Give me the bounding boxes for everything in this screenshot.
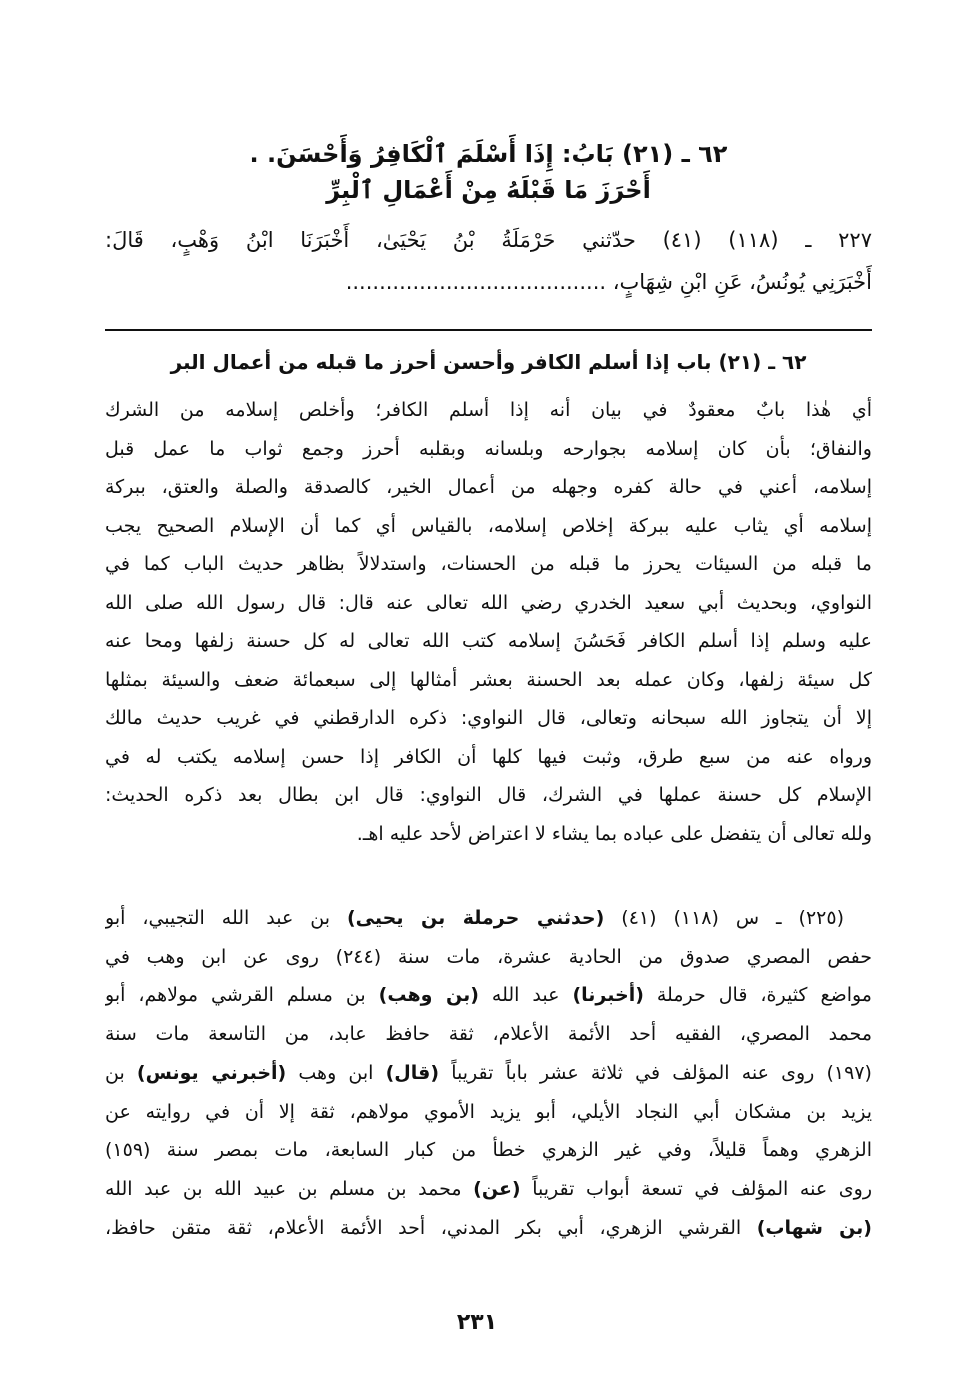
commentary-line: إسلامه أي يثاب عليه ببركة إخلاص إسلامه، بالقياس أي كما أن الإسلام الصحيح يجب — [105, 514, 872, 537]
quoted-isnad-term: (أخبرني يونس) — [136, 1061, 287, 1084]
narrator-note-line — [105, 1135, 872, 1167]
note-text: بن عبد الله التجيبي، أبو — [105, 907, 347, 929]
note-text: محمد بن مسلم بن عبيد الله بن عبد الله — [105, 1177, 474, 1200]
quoted-isnad-term: (حدثني حرملة بن يحيى) — [346, 907, 605, 929]
narrator-note-line — [105, 1058, 872, 1090]
commentary-line: ما قبله من السيئات يحرز ما قبله من الحسنات، واستدلالاً بظاهر حديث الباب كما في — [105, 553, 872, 575]
narrator-note-line — [105, 1097, 872, 1129]
note-text: الزهري وهماً قليلاً، وفي غير الزهري خطأ من كبار السابعة، مات بمصر سنة (١٥٩) — [105, 1139, 872, 1162]
commentary-line: كل سيئة زلفها، وكان عمله بعد الحسنة بعشر أمثالها إلى سبعمائة ضعف والسيئة بمثلها — [105, 668, 872, 691]
quoted-isnad-term: (بن شهاب) — [756, 1216, 872, 1239]
commentary-line: والنفاق؛ بأن كان إسلامه بجوارحه وبلسانه وبقلبه أحرز وجمع ثواب ما عمل قبل — [105, 437, 872, 460]
note-text: (١٩٧) روى عنه المؤلف في ثلاثة عشر باباً تقريباً — [439, 1061, 872, 1084]
page-number: ٢٣١ — [456, 1310, 498, 1335]
section-divider — [105, 329, 872, 331]
note-text: عبد الله — [478, 984, 573, 1007]
commentary-line: ولله تعالى أن يتفضل على عباده بما يشاء لا اعتراض لأحد عليه اهـ. — [356, 822, 872, 845]
note-text: يزيد بن مشكان أبي النجاد الأيلي، أبو يزيد الأموي مولاهم، ثقة إلا أن في روايته عن — [105, 1100, 872, 1123]
narrator-note-line — [105, 903, 872, 935]
quoted-isnad-term: (أخبرنا) — [572, 984, 644, 1007]
hadith-line-1: ٢٢٧ ـ (١١٨) (٤١) حدّثني حَرْمَلَةُ بْنُ يَحْيَىٰ، أَخْبَرَنَا ابْنُ وَهْبٍ، قَالَ: — [105, 228, 872, 252]
commentary-line: عليه وسلم إذا أسلم الكافر فَحَسُنَ إسلامه كتب الله تعالى له كل حسنة زلفها ومحا عنه — [105, 630, 872, 652]
matn-title-line-1: ٦٢ ـ (٢١) بَابُ: إِذَا أَسْلَمَ ٱلْكَافِرُ وَأَحْسَنَ. . — [249, 140, 728, 168]
commentary-line: الإسلام كل حسنة عملها في الشرك، قال النواوي: قال ابن بطال بعد ذكره الحديث: — [105, 784, 872, 806]
quoted-isnad-term: (بن وهب) — [378, 984, 479, 1007]
commentary-line: إلا أن يتجاوز الله سبحانه وتعالى، قال النواوي: ذكره الدارقطني في غريب حديث مالك — [105, 707, 872, 729]
narrator-note-line — [105, 942, 872, 974]
note-text: بن مسلم القرشي مولاهم، أبو — [105, 984, 379, 1007]
note-text: ابن وهب — [286, 1061, 386, 1084]
quoted-isnad-term: (عن) — [473, 1177, 521, 1200]
note-text: القرشي الزهري، أبي بكر المدني، أحد الأئمة الأعلام، ثقة متقن حافظ، — [105, 1216, 757, 1239]
hadith-line-2: أَخْبَرَنِي يُونُسُ، عَنِ ابْنِ شِهَابٍ، ....................................... — [345, 270, 872, 294]
narrator-note-line — [105, 1213, 872, 1245]
narrator-note-line — [105, 1019, 872, 1051]
narrator-note-line — [105, 1174, 872, 1206]
matn-title-line-2: أَحْرَزَ مَا قَبْلَهُ مِنْ أَعْمَالِ ٱلْبِرِّ — [326, 176, 651, 204]
quoted-isnad-term: (قال) — [385, 1061, 440, 1084]
commentary-line: إسلامه، أعني في حالة كفره وجهله من أعمال الخير، كالصدقة والصلة والعتق، ببركة — [105, 476, 872, 498]
note-text: بن — [105, 1061, 137, 1084]
note-text: (٢٢٥) ـ س (١١٨) (٤١) — [604, 907, 844, 929]
commentary-line: ورواه عنه من سبع طرق، وثبت فيها كلها أن الكافر إذا حسن إسلامه يكتب له في — [105, 745, 872, 768]
note-text: حفص المصري صدوق من الحادية عشرة، مات سنة (٢٤٤) روى عن ابن وهب في — [105, 945, 872, 968]
commentary-heading: ٦٢ ـ (٢١) باب إذا أسلم الكافر وأحسن أحرز ما قبله من أعمال البر — [170, 350, 807, 374]
note-text: روى عنه المؤلف في تسعة أبواب تقريباً — [520, 1177, 872, 1200]
commentary-line: النواوي، وبحديث أبي سعيد الخدري رضي الله تعالى عنه قال: قال رسول الله صلى الله — [105, 591, 872, 614]
note-text: محمد المصري، الفقيه أحد الأئمة الأعلام، ثقة حافظ عابد، من التاسعة مات سنة — [105, 1023, 872, 1046]
commentary-line: أي هٰذا بابٌ معقودٌ في بيان أنه إذا أسلم الكافر؛ وأخلص إسلامه من الشرك — [105, 399, 872, 421]
narrator-note-line — [105, 980, 872, 1012]
note-text: مواضع كثيرة، قال حرملة — [643, 984, 872, 1007]
